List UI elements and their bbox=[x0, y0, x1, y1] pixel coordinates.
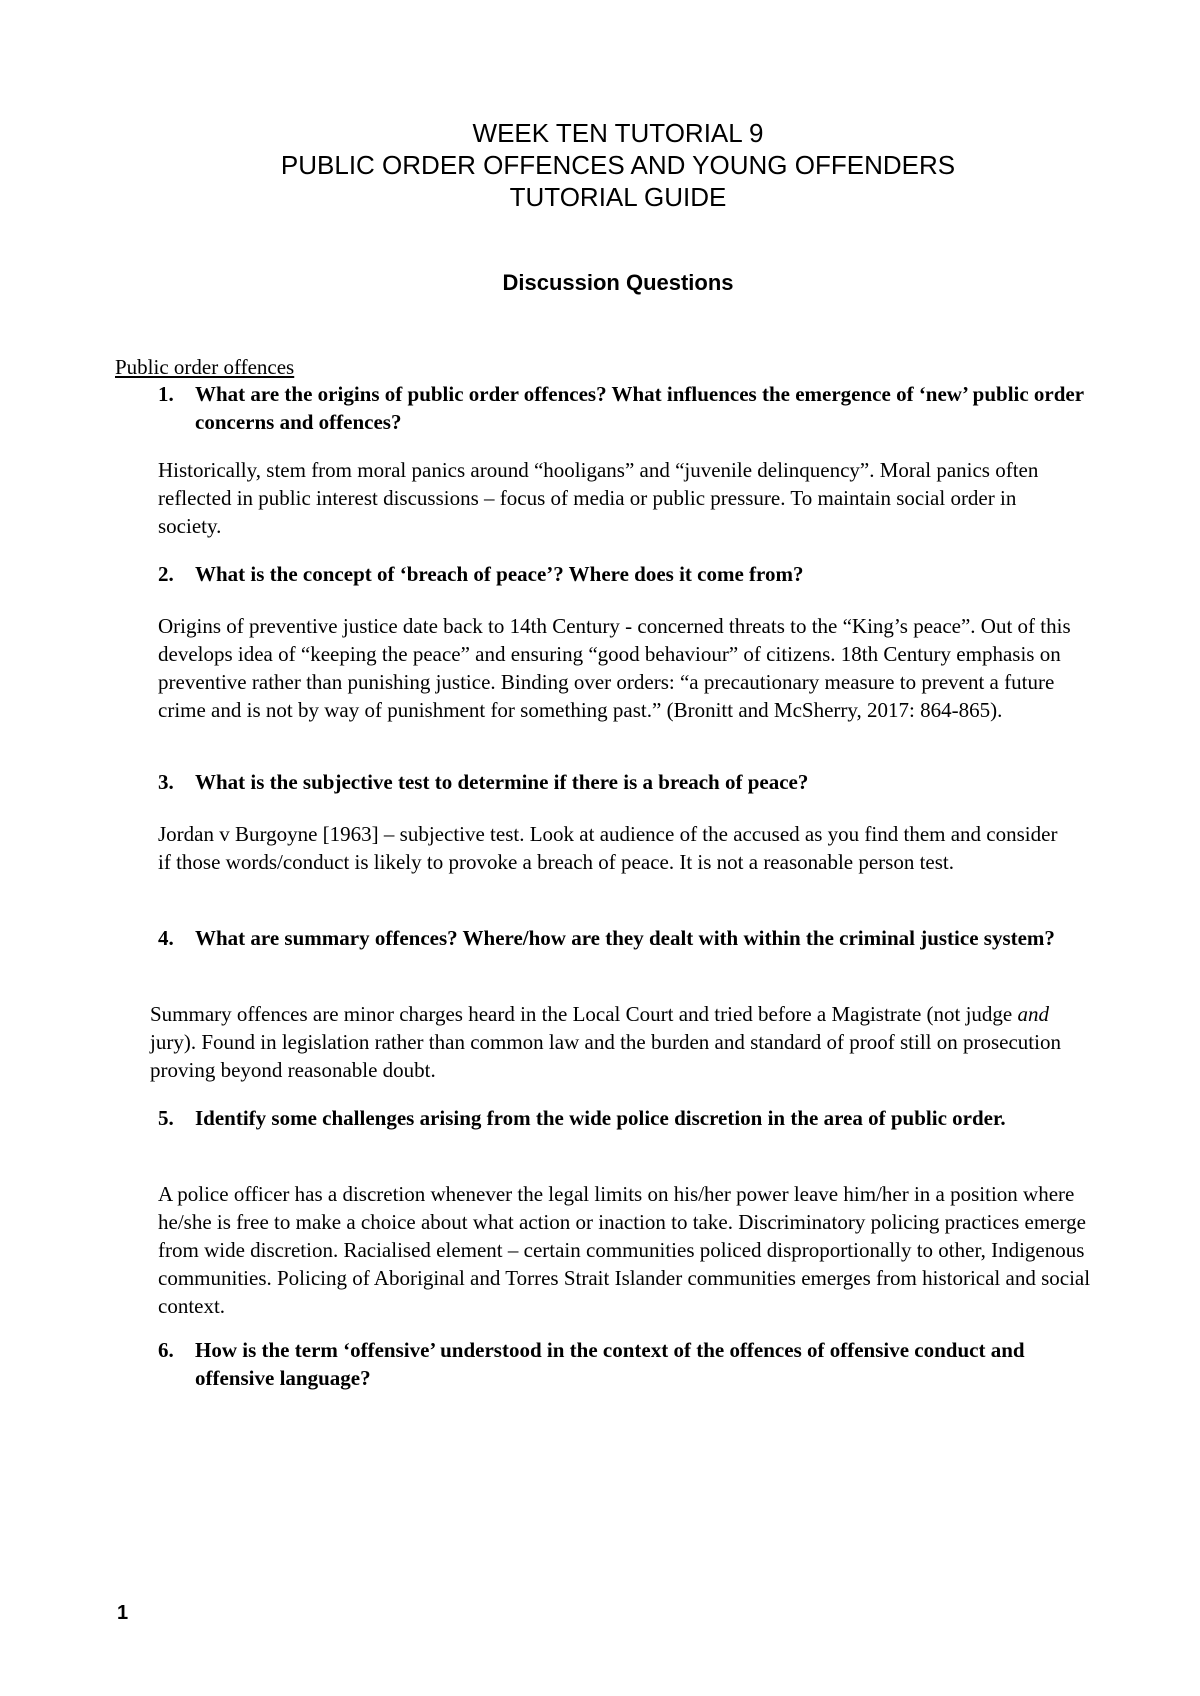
answer-3: Jordan v Burgoyne [1963] – subjective test. Look at audience of the accused as you find them and consider if those words/conduct is likely to provoke a breach of peace. It is not a reasonable person test. bbox=[158, 822, 1058, 874]
answer-5: A police officer has a discretion whenever the legal limits on his/her power leave him/her in a position where he/she is free to make a choice about what action or inaction to take. Discriminatory policing practices emerge from wide discretion. Racialised element – certain communities policed disproportionally to other, Indigenous communities. Policing of Aboriginal and Torres Strait Islander communities emerges from historical and social context. bbox=[158, 1182, 1091, 1318]
title-line-guide: TUTORIAL GUIDE bbox=[509, 182, 727, 212]
question-5 bbox=[158, 1104, 1088, 1132]
question-number: 5. bbox=[158, 1106, 174, 1130]
question-1 bbox=[158, 380, 1088, 436]
question-number: 1. bbox=[158, 382, 174, 406]
answer-4-text-before: Summary offences are minor charges heard in the Local Court and tried before a Magistrate (not judge bbox=[150, 1002, 1018, 1026]
page-number: 1 bbox=[117, 1602, 129, 1624]
document-title bbox=[0, 117, 1200, 213]
answer-2: Origins of preventive justice date back to 14th Century - concerned threats to the “King’s peace”. Out of this develops idea of “keeping the peace” and ensuring “good behaviour” of citizens. 18th Century emphasis on preventive rather than punishing justice. Binding over orders: “a precautionary measure to prevent a future crime and is not by way of punishment for something past.” (Bronitt and McSherry, 2017: 864-865). bbox=[158, 614, 1071, 722]
question-text: Identify some challenges arising from the wide police discretion in the area of public order. bbox=[195, 1106, 1006, 1130]
question-4 bbox=[158, 924, 1088, 952]
title-line-topic: PUBLIC ORDER OFFENCES AND YOUNG OFFENDERS bbox=[280, 150, 956, 180]
answer-1: Historically, stem from moral panics around “hooligans” and “juvenile delinquency”. Moral panics often reflected in public interest discussions – focus of media or public pressure. To maintain social order in society. bbox=[158, 458, 1039, 538]
question-6 bbox=[158, 1336, 1088, 1392]
question-text: How is the term ‘offensive’ understood in the context of the offences of offensive conduct and offensive language? bbox=[195, 1338, 1025, 1390]
question-text: What are summary offences? Where/how are they dealt with within the criminal justice system? bbox=[195, 926, 1055, 950]
question-text: What are the origins of public order offences? What influences the emergence of ‘new’ public order concerns and offences? bbox=[195, 382, 1084, 434]
question-2 bbox=[158, 560, 1088, 588]
discussion-questions-heading: Discussion Questions bbox=[502, 270, 734, 295]
question-number: 4. bbox=[158, 926, 174, 950]
answer-4-text-after: jury). Found in legislation rather than common law and the burden and standard of proof still on prosecution proving beyond reasonable doubt. bbox=[150, 1030, 1061, 1082]
question-number: 3. bbox=[158, 770, 174, 794]
answer-4 bbox=[150, 1000, 1100, 1084]
question-number: 2. bbox=[158, 562, 174, 586]
question-3 bbox=[158, 768, 1088, 796]
answer-4-emphasis: and bbox=[1017, 1002, 1050, 1026]
section-heading-public-order: Public order offences bbox=[115, 355, 295, 379]
question-number: 6. bbox=[158, 1338, 174, 1362]
question-text: What is the concept of ‘breach of peace’? Where does it come from? bbox=[195, 562, 804, 586]
question-text: What is the subjective test to determine if there is a breach of peace? bbox=[195, 770, 809, 794]
title-line-week: WEEK TEN TUTORIAL 9 bbox=[472, 118, 764, 148]
